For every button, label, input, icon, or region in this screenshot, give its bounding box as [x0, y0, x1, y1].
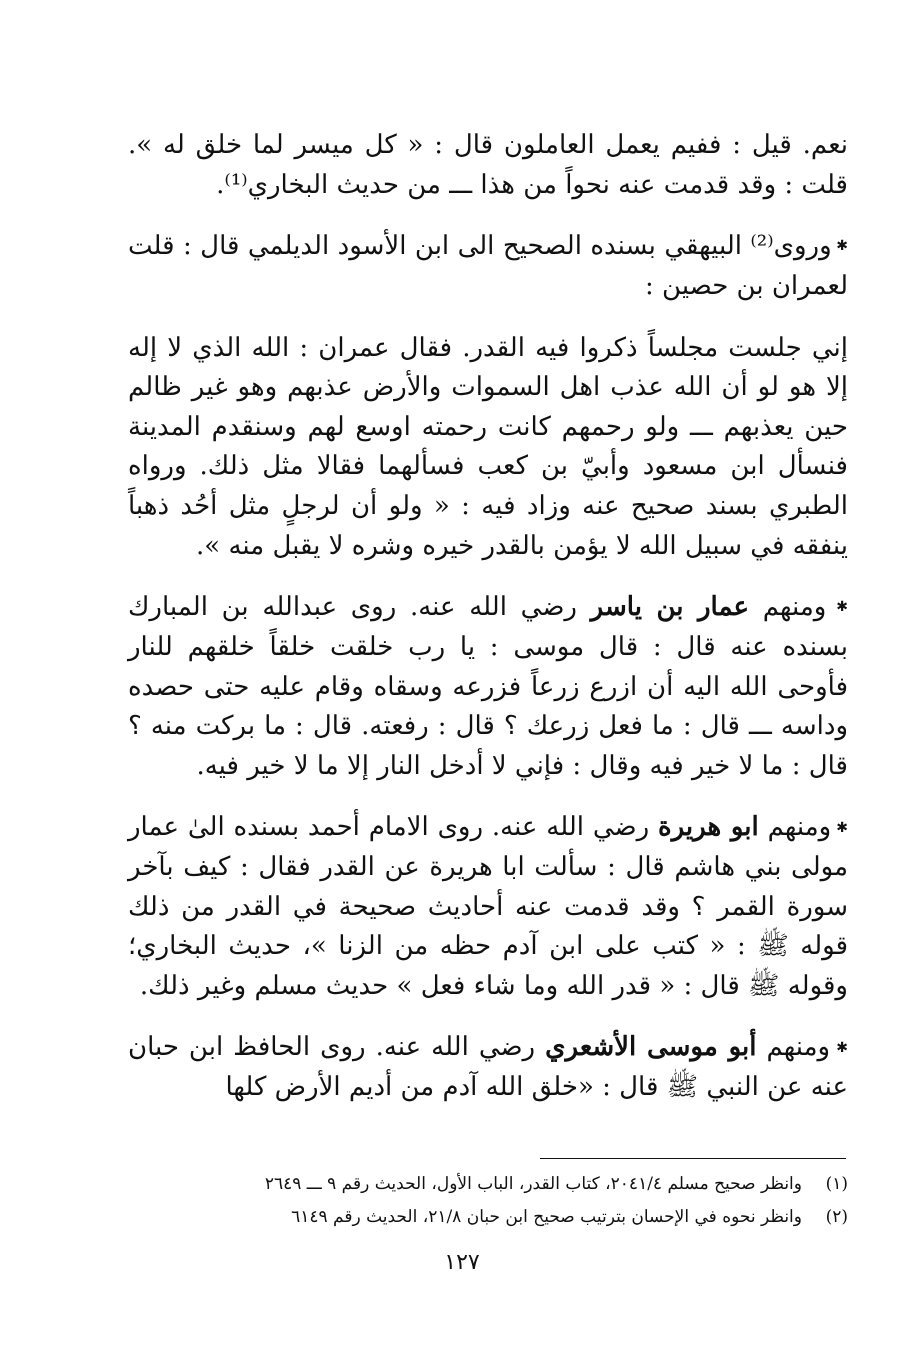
paragraph-5: [128, 808, 848, 1006]
paragraph-5-lead: ومنهم: [767, 812, 832, 843]
companion-name-abu-musa: أبو موسى الأشعري: [545, 1032, 757, 1063]
companion-name-abu-hurayra: ابو هريرة: [657, 812, 759, 843]
footnote-1-number: (١): [825, 1174, 848, 1194]
paragraph-6: [128, 1028, 848, 1107]
footnote-2-number: (٢): [825, 1207, 848, 1227]
footnote-2: [128, 1201, 848, 1234]
paragraph-6-lead: ومنهم: [766, 1032, 831, 1063]
paragraph-4: [128, 588, 848, 786]
paragraph-2: ✱ وروى⁽²⁾ البيهقي بسنده الصحيح الى ابن الأسود الديلمي قال : قلت لعمران بن حصين :: [128, 227, 848, 306]
footnote-1: [128, 1168, 848, 1201]
paragraph-5-text: رضي الله عنه. روى الامام أحمد بسنده الىٰ عمار مولى بني هاشم قال : سألت ابا هريرة عن القدر فقال : كيف بآخر سورة القمر ؟ وقد قدمت عنه أحاديث صحيحة في القدر من ذلك قوله ﷺ : « كتب على ابن آدم حظه من الزنا »، حديث البخاري؛ وقوله ﷺ قال : « قدر الله وما شاء فعل » حديث مسلم وغير ذلك.: [128, 812, 848, 1001]
footnote-divider: [540, 1158, 846, 1159]
main-text: [128, 126, 848, 1108]
paragraph-1: نعم. قيل : ففيم يعمل العاملون قال : « كل ميسر لما خلق له ». قلت : وقد قدمت عنه نحواً من هذا ـــ من حديث البخاري⁽¹⁾.: [128, 130, 848, 200]
paragraph-6-text: رضي الله عنه. روى الحافظ ابن حبان عنه عن النبي ﷺ قال : «خلق الله آدم من أديم الأرض كلها: [128, 1032, 848, 1103]
companion-name-ammar: عمار بن ياسر: [590, 592, 750, 623]
footnotes: [128, 1168, 848, 1234]
page-number: ١٢٧: [444, 1250, 480, 1275]
paragraph-4-text: رضي الله عنه. روى عبدالله بن المبارك بسنده عنه قال : قال موسى : يا رب خلقت خلقاً خلقهم للنار فأوحى الله اليه أن ازرع زرعاً فزرعه وسقاه وقام عليه حتى حصده وداسه ـــ قال : ما فعل زرعك ؟ قال : رفعته. قال : ما بركت منه ؟ قال : ما لا خير فيه وقال : فإني لا أدخل النار إلا ما لا خير فيه.: [128, 592, 848, 781]
footnote-2-text: وانظر نحوه في الإحسان بترتيب صحيح ابن حبان ٢١/٨، الحديث رقم ٦١٤٩: [291, 1207, 802, 1227]
footnote-1-text: وانظر صحيح مسلم ٢٠٤١/٤، كتاب القدر، الباب الأول، الحديث رقم ٩ ـــ ٢٦٤٩: [264, 1174, 802, 1194]
paragraph-3: إني جلست مجلساً ذكروا فيه القدر. فقال عمران : الله الذي لا إله إلا هو لو أن الله عذب اهل السموات والأرض عذبهم وهو غير ظالم حين يعذبهم ـــ ولو رحمهم كانت رحمته اوسع لهم وسنقدم المدينة فنسأل ابن مسعود وأبيّ بن كعب فسألهما فقالا مثل ذلك. ورواه الطبري بسند صحيح عنه وزاد فيه : « ولو أن لرجلٍ مثل أحُد ذهباً ينفقه في سبيل الله لا يؤمن بالقدر خيره وشره لا يقبل منه ».: [128, 332, 848, 561]
paragraph-4-lead: ومنهم: [762, 592, 827, 623]
